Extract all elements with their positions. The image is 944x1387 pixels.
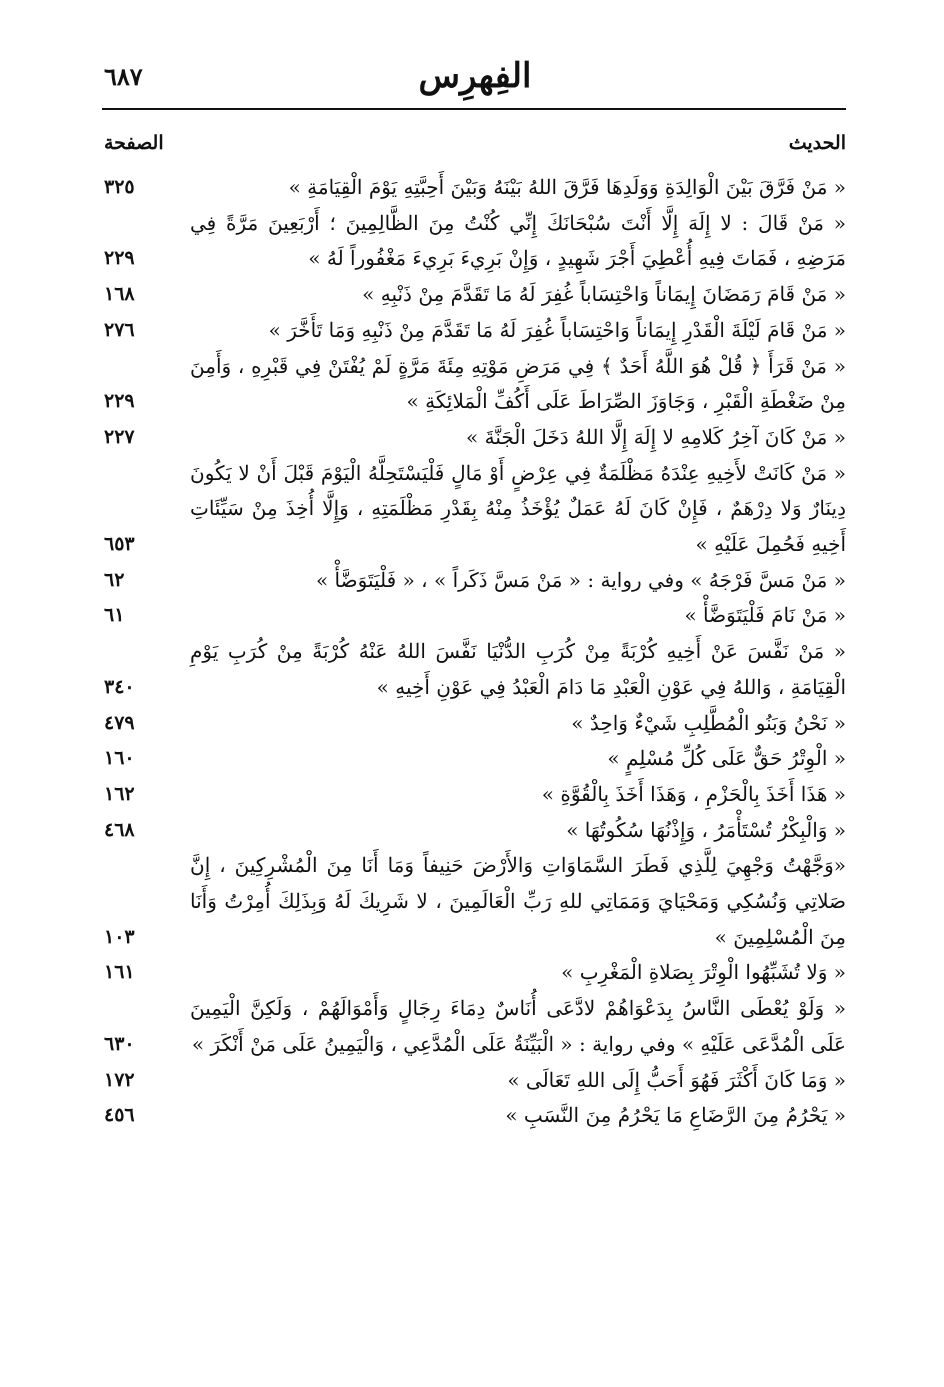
page-title: الفِهرِس	[418, 56, 532, 96]
hadith-text: « وَمَا كَانَ أَكْثَرَ فَهُوَ أَحَبُّ إِلَى اللهِ تَعَالَى »	[507, 1067, 846, 1092]
hadith-text: « مَنْ كَانَتْ لأَخِيهِ عِنْدَهُ مَظْلَمَةٌ فِي عِرْضٍ أَوْ مَالٍ فَلْيَسْتَحِلَّهُ الْيَوْمَ قَبْلَ أَنْ لا يَكُونَ دِينَارٌ وَلا دِرْهَمٌ ، فَإِنْ كَانَ لَهُ عَمَلٌ يُؤْخَذُ مِنْهُ بِقَدْرِ مَظْلَمَتِهِ ، وَإِلَّا أُخِذَ مِنْ سَيِّئَاتِ أَخِيهِ فَحُمِلَ عَلَيْهِ »	[190, 460, 846, 557]
hadith-text: « مَنْ قَرَأَ ﴿ قُلْ هُوَ اللَّهُ أَحَدٌ ﴾ فِي مَرَضِ مَوْتِهِ مِئَةَ مَرَّةٍ لَمْ يُفْتَنْ فِي قَبْرِهِ ، وَأَمِنَ مِنْ ضَغْطَةِ الْقَبْرِ ، وَجَاوَزَ الصِّرَاطَ عَلَى أَكُفِّ الْمَلائِكَةِ »	[190, 353, 846, 414]
hadith-text: « مَنْ فَرَّقَ بَيْنَ الْوَالِدَةِ وَوَلَدِهَا فَرَّقَ اللهُ بَيْنَهُ وَبَيْنَ أَحِبَّتِهِ يَوْمَ الْقِيَامَةِ »	[288, 175, 846, 199]
index-page	[104, 52, 846, 1128]
column-headers	[104, 132, 846, 164]
page-reference: ١٠٣	[104, 925, 135, 948]
page-reference: ٢٧٦	[104, 318, 135, 341]
hadith-text: « نَحْنُ وَبَنُو الْمُطَّلِبِ شَيْءٌ وَاحِدٌ »	[571, 710, 846, 735]
page-header	[104, 52, 846, 104]
page-reference: ٦١	[104, 604, 125, 627]
hadith-text: « يَحْرُمُ مِنَ الرَّضَاعِ مَا يَحْرُمُ مِنَ النَّسَبِ »	[505, 1103, 846, 1128]
index-entry	[104, 777, 846, 813]
page-reference: ٤٥٦	[104, 1104, 135, 1127]
index-entry	[104, 741, 846, 777]
hadith-text: « مَنْ قَامَ لَيْلَةَ الْقَدْرِ إِيمَاناً وَاحْتِسَاباً غُفِرَ لَهُ مَا تَقَدَّمَ مِنْ ذَنْبِهِ وَمَا تَأَخَّرَ »	[268, 317, 846, 342]
page-reference: ٢٢٩	[104, 247, 135, 270]
page-reference: ٤٦٨	[104, 818, 135, 841]
page-reference: ٣٤٠	[104, 675, 135, 698]
page-reference: ٦٢	[104, 568, 125, 591]
index-entry	[104, 349, 846, 420]
index-entry	[104, 813, 846, 849]
page-reference: ١٦٢	[104, 782, 135, 805]
index-entry	[104, 420, 846, 456]
hadith-text: «وَجَّهْتُ وَجْهِيَ لِلَّذِي فَطَرَ السَّمَاوَاتِ وَالأَرْضَ حَنِيفاً وَمَا أَنَا مِنَ الْمُشْرِكِينَ ، إِنَّ صَلاتِي وَنُسُكِي وَمَحْيَايَ وَمَمَاتِي للهِ رَبِّ الْعَالَمِينَ ، لا شَرِيكَ لَهُ وَبِذَلِكَ أُمِرْتُ وَأَنَا مِنَ الْمُسْلِمِينَ »	[190, 853, 846, 949]
hadith-text: « وَالْبِكْرُ تُسْتَأْمَرُ ، وَإِذْنُهَا سُكُوتُهَا »	[566, 817, 846, 842]
page-reference: ٢٢٧	[104, 425, 135, 448]
page-reference: ١٧٢	[104, 1068, 135, 1091]
page-number: ٦٨٧	[104, 62, 143, 91]
column-header-hadith: الحديث	[788, 132, 846, 154]
hadith-text: « مَنْ نَامَ فَلْيَتَوَضَّأْ »	[684, 603, 846, 628]
page-reference: ١٦١	[104, 961, 135, 984]
page-reference: ١٦٠	[104, 747, 135, 770]
index-entry	[104, 598, 846, 634]
index-entry	[104, 1098, 846, 1134]
column-header-page: الصفحة	[104, 132, 164, 154]
index-entry	[104, 1063, 846, 1099]
page-reference: ٦٥٣	[104, 533, 135, 556]
index-entry	[104, 634, 846, 705]
hadith-text: « مَنْ كَانَ آخِرُ كَلامِهِ لا إِلَهَ إِلَّا اللهُ دَخَلَ الْجَنَّةَ »	[466, 424, 846, 449]
index-entry	[104, 955, 846, 991]
index-entry	[104, 563, 846, 599]
hadith-text: « مَنْ مَسَّ فَرْجَهُ » وفي رواية : « مَنْ مَسَّ ذَكَراً » ، « فَلْيَتَوَضَّأْ »	[315, 567, 846, 592]
header-rule	[102, 108, 846, 110]
page-reference: ٣٢٥	[104, 176, 135, 198]
index-entry	[104, 706, 846, 742]
page-reference: ٢٢٩	[104, 390, 135, 413]
hadith-text: « وَلَوْ يُعْطَى النَّاسُ بِدَعْوَاهُمْ لادَّعَى أُنَاسٌ دِمَاءَ رِجَالٍ وَأَمْوَالَهُمْ ، وَلَكِنَّ الْيَمِينَ عَلَى الْمُدَّعَى عَلَيْهِ » وفي رواية : « الْبَيِّنَةُ عَلَى الْمُدَّعِي ، وَالْيَمِينُ عَلَى مَنْ أَنْكَرَ »	[190, 996, 846, 1056]
index-entry	[104, 848, 846, 955]
hadith-index-list	[104, 170, 846, 1134]
index-entry	[104, 277, 846, 313]
index-entry	[104, 206, 846, 277]
hadith-text: « وَلا تُشَبِّهُوا الْوِتْرَ بِصَلاةِ الْمَغْرِبِ »	[561, 960, 846, 985]
index-entry	[104, 170, 846, 206]
page-reference: ٦٣٠	[104, 1032, 135, 1055]
hadith-text: « هَذَا أَخَذَ بِالْحَزْمِ ، وَهَذَا أَخَذَ بِالْقُوَّةِ »	[541, 781, 846, 806]
index-entry	[104, 313, 846, 349]
page-reference: ١٦٨	[104, 283, 135, 306]
hadith-text: « مَنْ قَامَ رَمَضَانَ إِيمَاناً وَاحْتِسَاباً غُفِرَ لَهُ مَا تَقَدَّمَ مِنْ ذَنْبِهِ »	[362, 282, 846, 307]
hadith-text: « مَنْ قَالَ : لا إِلَهَ إِلَّا أَنْتَ سُبْحَانَكَ إِنِّي كُنْتُ مِنَ الظَّالِمِينَ ؛ أَرْبَعِينَ مَرَّةً فِي مَرَضِهِ ، فَمَاتَ فِيهِ أُعْطِيَ أَجْرَ شَهِيدٍ ، وَإِنْ بَرِيءَ بَرِيءَ مَغْفُوراً لَهُ »	[190, 210, 846, 271]
index-entry	[104, 456, 846, 563]
index-entry	[104, 991, 846, 1062]
hadith-text: « مَنْ نَفَّسَ عَنْ أَخِيهِ كُرْبَةً مِنْ كُرَبِ الدُّنْيَا نَفَّسَ اللهُ عَنْهُ كُرْبَةً مِنْ كُرَبِ يَوْمِ الْقِيَامَةِ ، وَاللهُ فِي عَوْنِ الْعَبْدِ مَا دَامَ الْعَبْدُ فِي عَوْنِ أَخِيهِ »	[190, 639, 846, 699]
hadith-text: « الْوِتْرُ حَقٌّ عَلَى كُلِّ مُسْلِمٍ »	[607, 746, 846, 771]
page-reference: ٤٧٩	[104, 711, 135, 734]
